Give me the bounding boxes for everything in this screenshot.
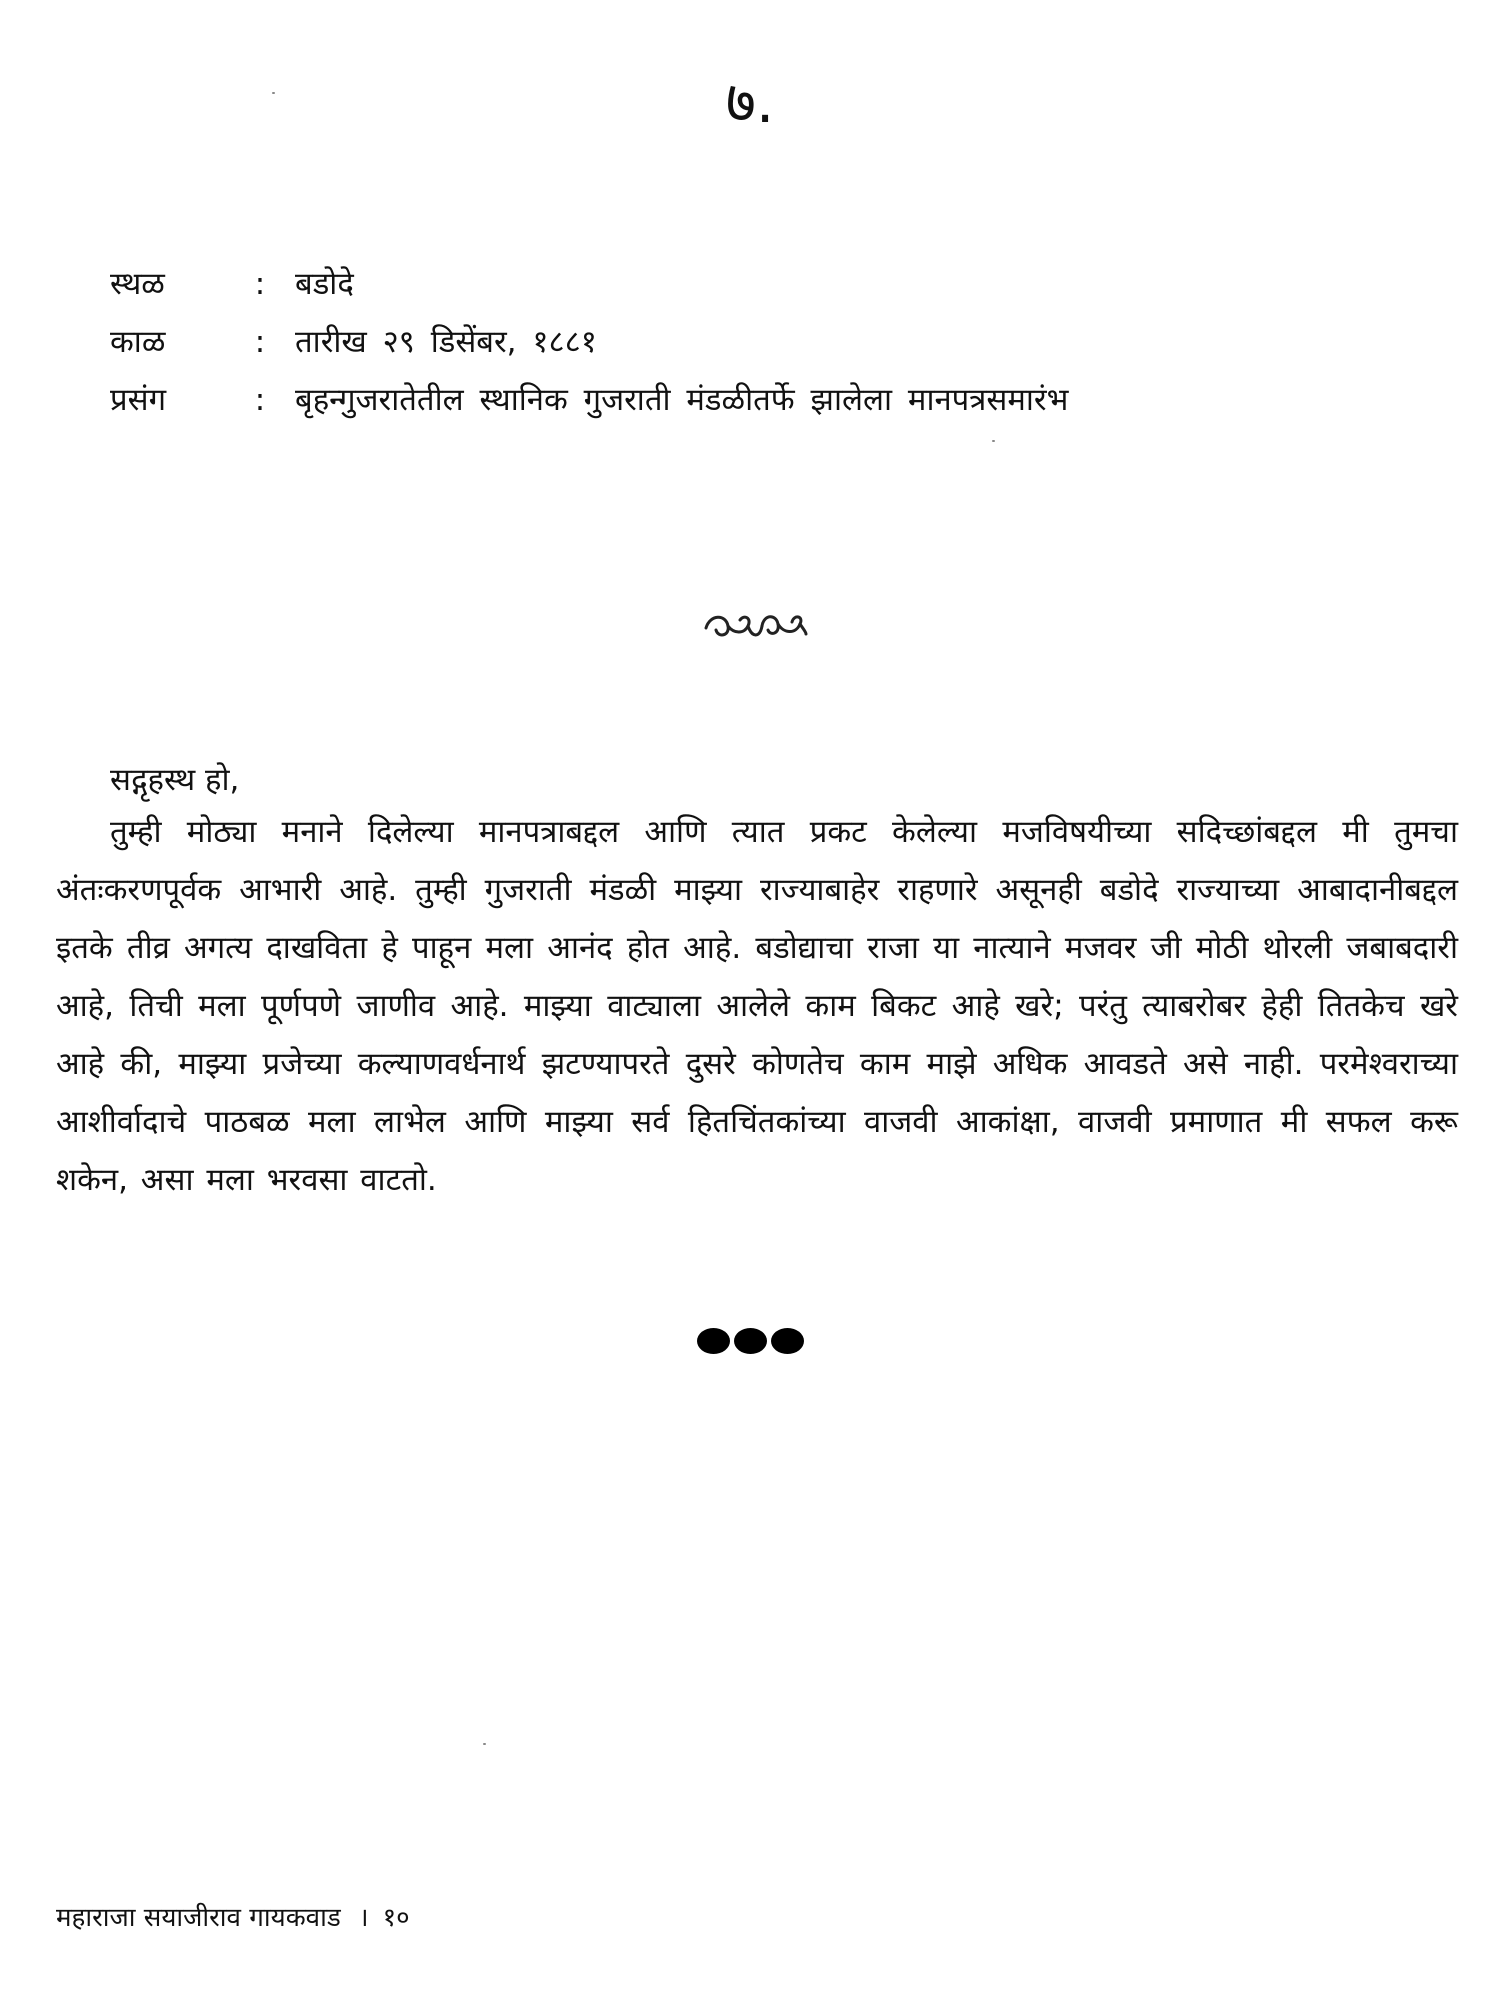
end-marker <box>0 1328 1500 1354</box>
meta-row-place <box>110 262 1410 320</box>
speech-paragraph: तुम्ही मोठ्या मनाने दिलेल्या मानपत्राबद्दल आणि त्यात प्रकट केलेल्या मजविषयीच्या सदिच्छांबद्दल मी तुमचा अंतःकरणपूर्वक आभारी आहे. तुम्ही गुजराती मंडळी माझ्या राज्याबाहेर राहणारे असूनही बडोदे राज्याच्या आबादानीबद्दल इतके तीव्र अगत्य दाखविता हे पाहून मला आनंद होत आहे. बडोद्याचा राजा या नात्याने मजवर जी मोठी थोरली जबाबदारी आहे, तिची मला पूर्णपणे जाणीव आहे. माझ्या वाट्याला आलेले काम बिकट आहे खरे; परंतु त्याबरोबर हेही तितकेच खरे आहे की, माझ्या प्रजेच्या कल्याणवर्धनार्थ झटण्यापरते दुसरे कोणतेच काम माझे अधिक आवडते असे नाही. परमेश्वराच्या आशीर्वादाचे पाठबळ मला लाभेल आणि माझ्या सर्व हितचिंतकांच्या वाजवी आकांक्षा, वाजवी प्रमाणात मी सफल करू शकेन, असा मला भरवसा वाटतो. <box>56 814 1458 1198</box>
decorative-ornament-icon <box>700 604 810 644</box>
speech-metadata <box>110 262 1410 436</box>
meta-label-time: काळ <box>110 324 166 360</box>
footer-page-number: १० <box>382 1903 410 1933</box>
end-dot-icon <box>771 1328 804 1354</box>
meta-colon: : <box>254 382 266 418</box>
footer-book-title: महाराजा सयाजीराव गायकवाड <box>56 1903 341 1933</box>
meta-row-time <box>110 320 1410 378</box>
scan-speck <box>992 440 995 442</box>
footer-separator: । <box>358 1903 369 1933</box>
meta-colon: : <box>254 266 266 302</box>
meta-colon: : <box>254 324 266 360</box>
chapter-number: ७. <box>725 68 775 136</box>
end-dot-icon <box>734 1328 767 1354</box>
meta-value-place: बडोदे <box>295 266 354 302</box>
salutation: सद्गृहस्थ हो, <box>110 762 240 798</box>
end-dot-icon <box>697 1328 730 1354</box>
meta-label-place: स्थळ <box>110 266 165 302</box>
page-footer <box>56 1898 410 1938</box>
meta-value-occasion: बृहन्गुजरातेतील स्थानिक गुजराती मंडळीतर्फे झालेला मानपत्रसमारंभ <box>295 382 1069 418</box>
scan-speck <box>272 92 275 94</box>
meta-value-time: तारीख २९ डिसेंबर, १८८१ <box>295 324 597 360</box>
meta-label-occasion: प्रसंग <box>110 382 167 418</box>
meta-row-occasion <box>110 378 1410 436</box>
scan-speck <box>483 1743 486 1745</box>
